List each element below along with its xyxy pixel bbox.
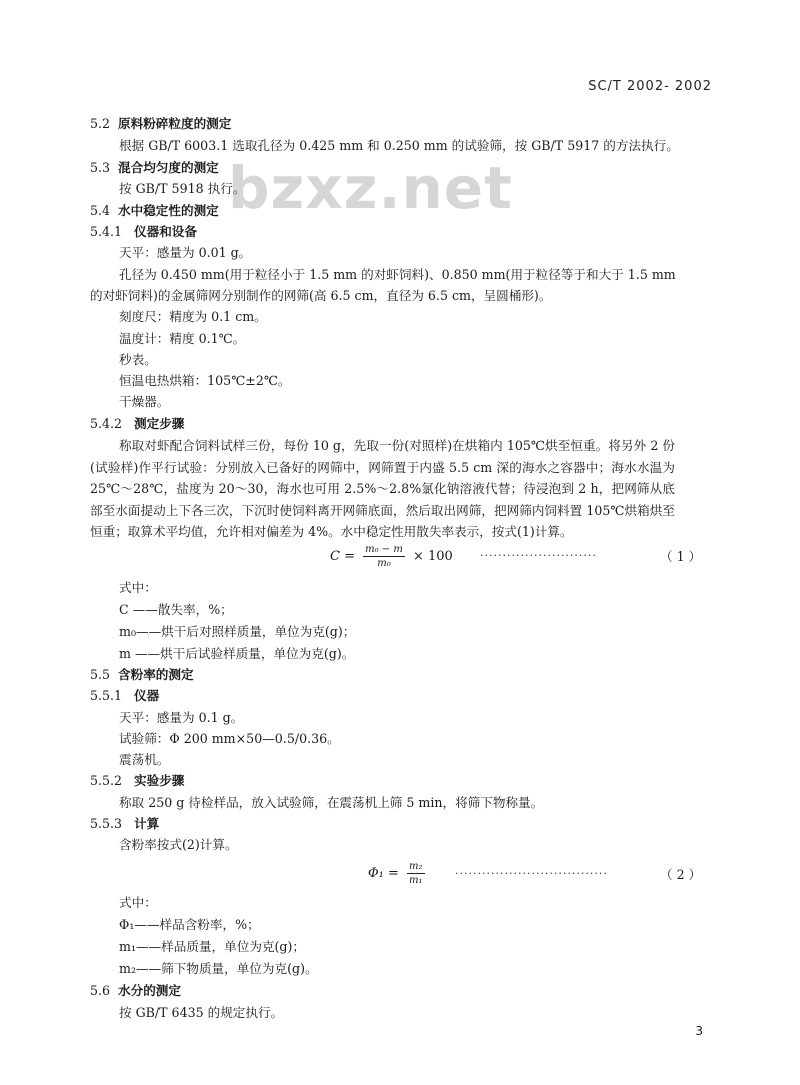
body-5-4-1-line-2: 的对虾饲料)的金属筛网分别制作的网筛(高 6.5 cm，直径为 6.5 cm，呈圆桶形)。	[90, 288, 552, 303]
where-label-2: 式中：	[119, 895, 157, 910]
heading-5-4-2: 5.4.2 测定步骤	[90, 416, 185, 431]
body-5-2: 根据 GB/T 6003.1 选取孔径为 0.425 mm 和 0.250 mm 的试验筛，按 GB/T 5917 的方法执行。	[119, 138, 679, 153]
standard-code: SC/T 2002- 2002	[588, 79, 712, 94]
body-5-3: 按 GB/T 5918 执行。	[119, 181, 246, 196]
body-5-4-1-line-7: 干燥器。	[119, 394, 170, 409]
heading-5-4-1: 5.4.1 仪器和设备	[90, 224, 197, 239]
body-5-5-1-line-0: 天平：感量为 0.1 g。	[119, 710, 244, 725]
var-phi1: Φ₁——样品含粉率，%；	[119, 917, 260, 932]
var-m: m ——烘干后试验样质量，单位为克(g)。	[119, 646, 355, 661]
heading-5-2: 5.2 原料粉碎粒度的测定	[90, 116, 232, 131]
body-5-4-1-line-5: 秒表。	[119, 352, 157, 367]
page-number: 3	[695, 1024, 703, 1038]
formula-2: Φ₁ = $\frac{\text{m₂}}{\text{m₁}}$	[368, 861, 423, 886]
heading-5-4: 5.4 水中稳定性的测定	[90, 203, 219, 218]
watermark-text: bzxz.net	[228, 154, 513, 222]
body-5-4-1-line-6: 恒温电热烘箱：105℃±2℃。	[119, 373, 291, 388]
body-5-6: 按 GB/T 6435 的规定执行。	[119, 1005, 284, 1020]
body-5-4-1-line-3: 刻度尺：精度为 0.1 cm。	[119, 309, 267, 324]
formula-2-number: （ 2 ）	[660, 867, 702, 882]
body-5-4-1-line-0: 天平：感量为 0.01 g。	[119, 245, 252, 260]
where-label-1: 式中：	[119, 580, 157, 595]
body-5-5-1-line-1: 试验筛：Φ 200 mm×50—0.5/0.36。	[119, 731, 340, 746]
body-5-4-2-paragraph: 称取对虾配合饲料试样三份，每份 10 g，先取一份(对照样)在烘箱内 105℃烘至恒重。将另外 2 份(试验样)作平行试验：分别放入已备好的网筛中，网筛置于内盛 5.5 cm 深的海水之容器中；海水水温为 25℃～28℃，盐度为 20～30，海水也可用 2.5%～2.8%氯化钠溶液代替；待浸泡到 2 h，把网筛从底部至水面提动上下各三次，下沉时使饲料离开网筛底面，然后取出网筛，把网筛内饲料置 105℃烘箱烘至恒重；取算术平均值，允许相对偏差为 4%。水中稳定性用散失率表示，按式(1)计算。	[90, 438, 675, 539]
heading-5-5: 5.5 含粉率的测定	[90, 667, 194, 682]
heading-5-6: 5.6 水分的测定	[90, 983, 181, 998]
formula-2-leader: ··································	[455, 867, 608, 880]
body-5-4-1-line-1: 孔径为 0.450 mm(用于粒径小于 1.5 mm 的对虾饲料)、0.850 mm(用于粒径等于和大于 1.5 mm	[119, 267, 676, 282]
body-5-5-3: 含粉率按式(2)计算。	[119, 837, 238, 852]
var-c: C ——散失率，%；	[119, 602, 233, 617]
formula-1-number: （ 1 ）	[660, 549, 702, 564]
body-5-5-2: 称取 250 g 待检样品，放入试验筛，在震荡机上筛 5 min，将筛下物称量。	[119, 795, 544, 810]
body-5-5-1-line-2: 震荡机。	[119, 752, 170, 767]
var-m0: m₀——烘干后对照样质量，单位为克(g)；	[119, 624, 356, 639]
heading-5-3: 5.3 混合均匀度的测定	[90, 160, 219, 175]
heading-5-5-2: 5.5.2 实验步骤	[90, 773, 185, 788]
var-m1: m₁——样品质量，单位为克(g)；	[119, 939, 306, 954]
heading-5-5-1: 5.5.1 仪器	[90, 688, 160, 703]
heading-5-5-3: 5.5.3 计算	[90, 816, 160, 831]
var-m2: m₂——筛下物质量，单位为克(g)。	[119, 961, 318, 976]
body-5-4-1-line-4: 温度计：精度 0.1℃。	[119, 331, 246, 346]
formula-1: C = $\frac{\text{m₀ − m}}{\text{m₀}}$ × 100	[330, 544, 453, 569]
formula-1-leader: ··························	[480, 549, 597, 562]
